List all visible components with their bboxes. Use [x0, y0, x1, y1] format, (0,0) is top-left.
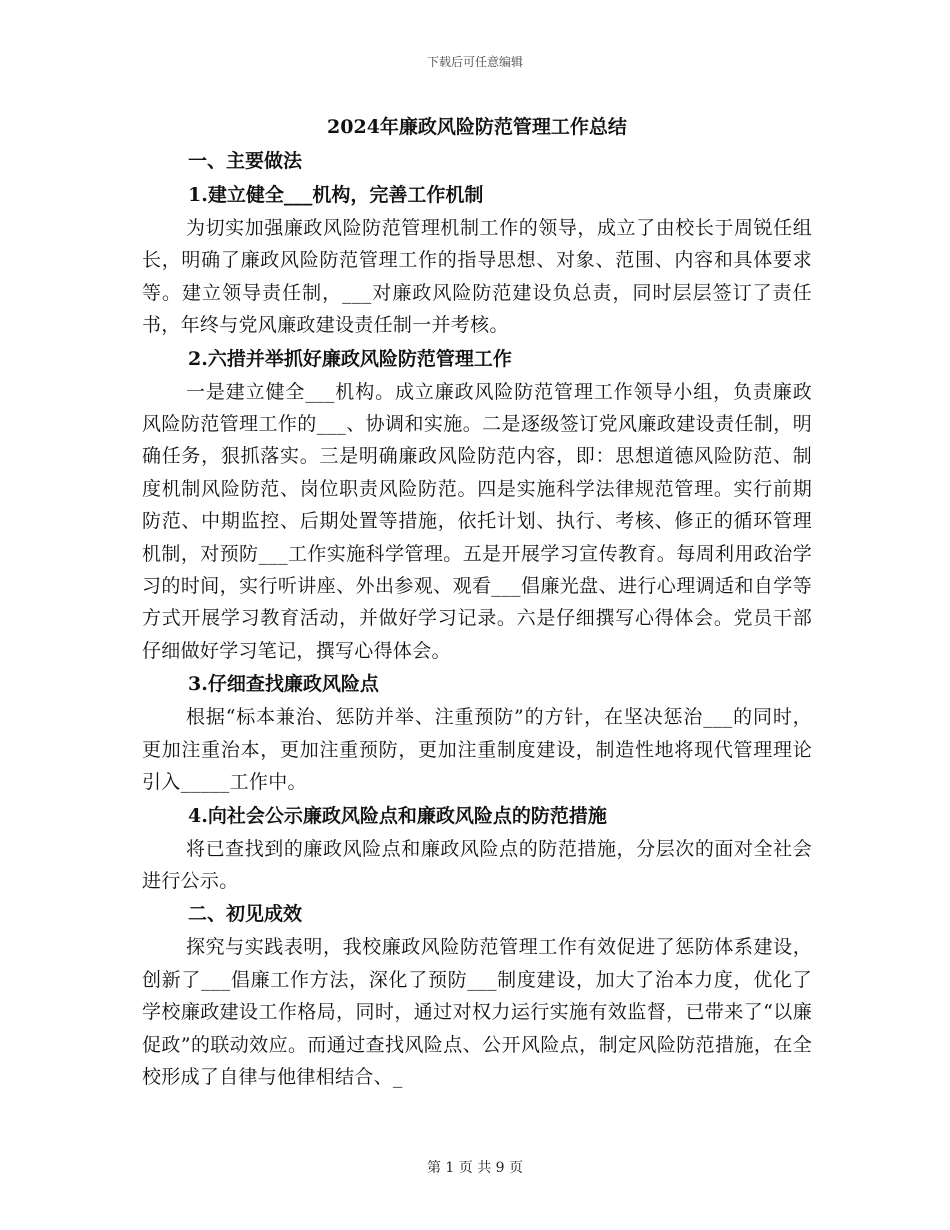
- section-heading-main-practices: 一、主要做法: [188, 150, 303, 172]
- page-footer: 第 1 页 共 9 页: [426, 1160, 524, 1176]
- section-heading-initial-results: 二、初见成效: [188, 903, 303, 926]
- page-header: 下载后可任意编辑: [426, 55, 523, 69]
- paragraph-3: 根据“标本兼治、惩防并举、注重预防”的方针，在坚决惩治___的同时，更加注重治本，更加注重预防，更加注重制度建设，制造性地将现代管理理论引入_____工作中。: [142, 706, 812, 794]
- paragraph-4: 将已查找到的廉政风险点和廉政风险点的防范措施，分层次的面对全社会进行公示。: [142, 837, 812, 892]
- paragraph-2: 一是建立健全___机构。成立廉政风险防范管理工作领导小组，负责廉政风险防范管理工作的___、协调和实施。二是逐级签订党风廉政建设责任制，明确任务，狠抓落实。三是明确廉政风险防范内容，即：思想道德风险防范、制度机制风险防范、岗位职责风险防范。四是实施科学法律规范管理。实行前期防范、中期监控、后期处置等措施，依托计划、执行、考核、修正的循环管理机制，对预防___工作实施科学管理。五是开展学习宣传教育。每周利用政治学习的时间，实行听讲座、外出参观、观看___倡廉光盘、进行心理调适和自学等方式开展学习教育活动，并做好学习记录。六是仔细撰写心得体会。党员干部仔细做好学习笔记，撰写心得体会。: [142, 380, 812, 662]
- paragraph-1: 为切实加强廉政风险防范管理机制工作的领导，成立了由校长于周锐任组长，明确了廉政风险防范管理工作的指导思想、对象、范围、内容和具体要求等。建立领导责任制，___对廉政风险防范建设负总责，同时层层签订了责任书，年终与党风廉政建设责任制一并考核。: [142, 217, 812, 337]
- subsection-heading-4: 4.向社会公示廉政风险点和廉政风险点的防范措施: [188, 804, 607, 827]
- paragraph-5: 探究与实践表明，我校廉政风险防范管理工作有效促进了惩防体系建设，创新了___倡廉工作方法，深化了预防___制度建设，加大了治本力度，优化了学校廉政建设工作格局，同时，通过对权力运行实施有效监督，已带来了“以廉促政”的联动效应。而通过查找风险点、公开风险点，制定风险防范措施，在全校形成了自律与他律相结合、_: [142, 936, 812, 1088]
- document-body: [142, 112, 812, 1093]
- subsection-heading-3: 3.仔细查找廉政风险点: [188, 673, 379, 696]
- subsection-heading-1: 1.建立健全___机构，完善工作机制: [188, 184, 484, 206]
- subsection-heading-2: 2.六措并举抓好廉政风险防范管理工作: [188, 347, 512, 370]
- document-title: 2024年廉政风险防范管理工作总结: [327, 116, 627, 138]
